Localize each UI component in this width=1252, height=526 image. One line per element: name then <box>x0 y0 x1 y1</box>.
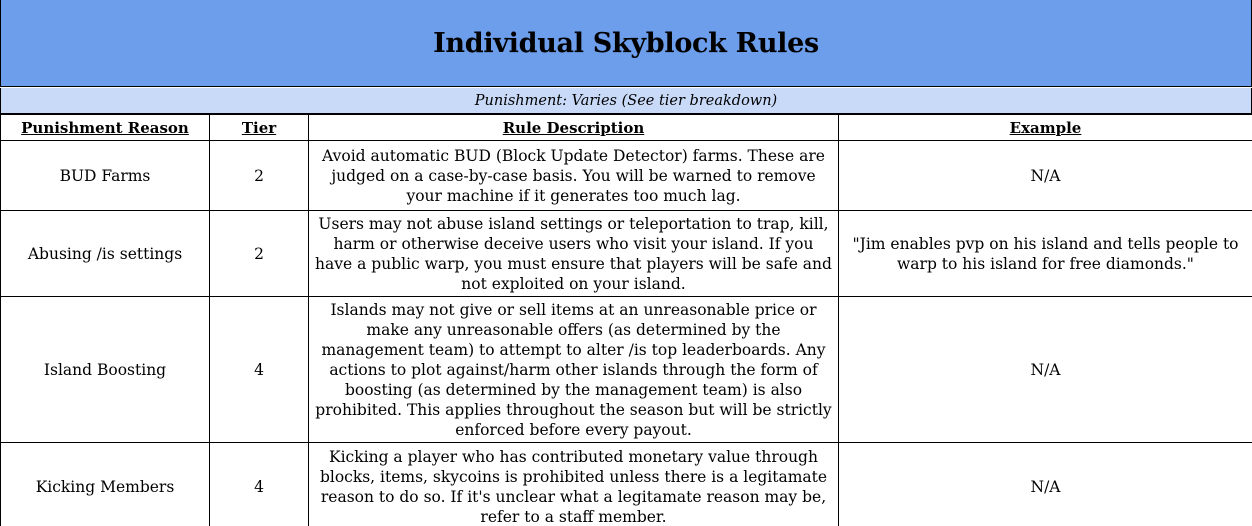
tier-cell[interactable]: 2 <box>210 141 309 211</box>
table-row <box>1 211 1252 297</box>
header-tier[interactable]: Tier <box>210 115 309 141</box>
table-row <box>1 297 1252 443</box>
tier-cell[interactable]: 4 <box>210 297 309 443</box>
description-cell[interactable]: Islands may not give or sell items at an unreasonable price or make any unreasonable offers (as determined by the management team) to attempt to alter /is top leaderboards. Any actions to plot against/harm other islands through the form of boosting (as determined by the management team) is also prohibited. This applies throughout the season but will be strictly enforced before every payout. <box>309 297 839 443</box>
reason-cell[interactable]: Kicking Members <box>1 443 210 526</box>
sheet-title: Individual Skyblock Rules <box>433 27 819 59</box>
table-row <box>1 141 1252 211</box>
example-cell[interactable]: "Jim enables pvp on his island and tells people to warp to his island for free diamonds." <box>839 211 1252 297</box>
reason-cell[interactable]: Island Boosting <box>1 297 210 443</box>
header-punishment-reason[interactable]: Punishment Reason <box>1 115 210 141</box>
tier-cell[interactable]: 2 <box>210 211 309 297</box>
description-cell[interactable]: Kicking a player who has contributed monetary value through blocks, items, skycoins is prohibited unless there is a legitamate reason to do so. If it's unclear what a legitamate reason may be, refer to a staff member. <box>309 443 839 526</box>
header-rule-description[interactable]: Rule Description <box>309 115 839 141</box>
example-cell[interactable]: N/A <box>839 297 1252 443</box>
rules-table <box>0 114 1252 526</box>
example-cell[interactable]: N/A <box>839 443 1252 526</box>
description-cell[interactable]: Users may not abuse island settings or teleportation to trap, kill, harm or otherwise deceive users who visit your island. If you have a public warp, you must ensure that players will be safe and not exploited on your island. <box>309 211 839 297</box>
title-cell[interactable] <box>0 0 1252 87</box>
header-row <box>1 115 1252 141</box>
reason-cell[interactable]: BUD Farms <box>1 141 210 211</box>
tier-cell[interactable]: 4 <box>210 443 309 526</box>
description-cell[interactable]: Avoid automatic BUD (Block Update Detector) farms. These are judged on a case-by-case basis. You will be warned to remove your machine if it generates too much lag. <box>309 141 839 211</box>
header-example[interactable]: Example <box>839 115 1252 141</box>
reason-cell[interactable]: Abusing /is settings <box>1 211 210 297</box>
table-row <box>1 443 1252 526</box>
punishment-note: Punishment: Varies (See tier breakdown) <box>474 92 778 109</box>
punishment-note-cell[interactable] <box>0 88 1252 114</box>
example-cell[interactable]: N/A <box>839 141 1252 211</box>
